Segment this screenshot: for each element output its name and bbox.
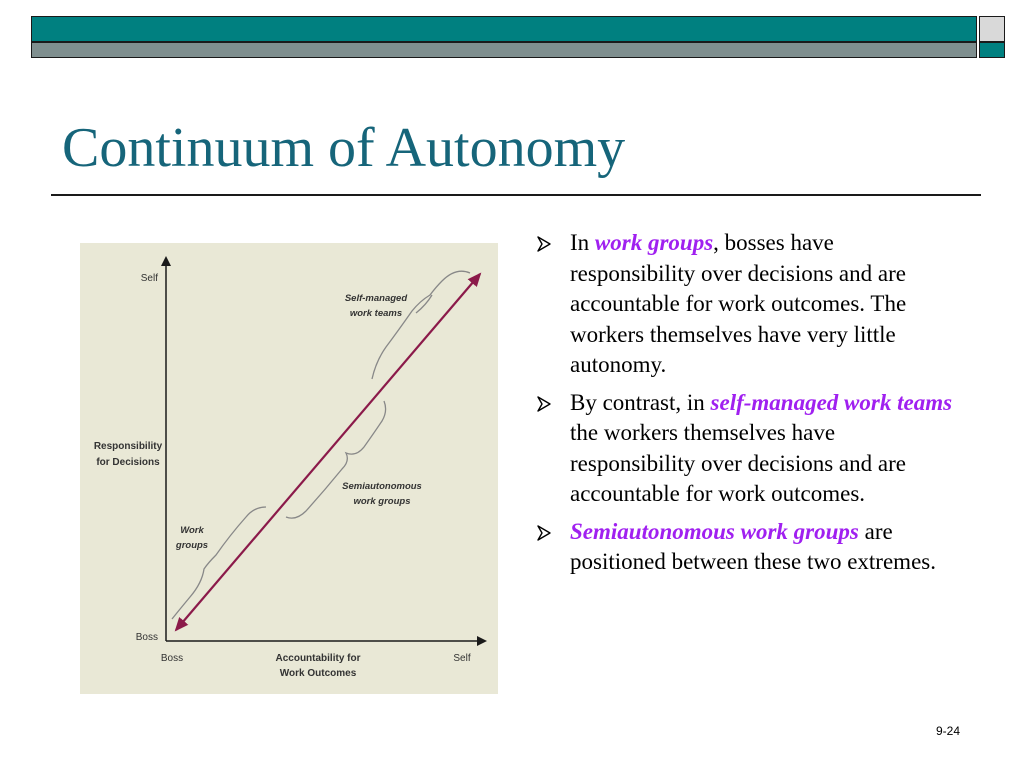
bracket-self-managed <box>372 271 470 379</box>
label-work-groups-line2: groups <box>175 540 209 551</box>
y-axis-title-line1: Responsibility <box>93 441 163 452</box>
header-band-main <box>31 16 977 42</box>
autonomy-continuum-arrow <box>176 274 480 630</box>
page-number: 9-24 <box>936 724 961 738</box>
bullet-list <box>536 228 956 585</box>
label-semiautonomous-line2: work groups <box>353 496 411 507</box>
bullet-emphasis: self-managed work teams <box>710 389 953 415</box>
header-square-bottom <box>979 42 1005 58</box>
bullet-item <box>536 228 956 381</box>
bullet-item <box>536 517 956 578</box>
bracket-work-groups <box>172 507 266 619</box>
diagram-canvas <box>80 243 498 694</box>
label-self-managed-line1: Self-managed <box>344 293 408 304</box>
bullet-text-post: , bosses have responsibility over decisions and are accountable for work outcomes. The workers themselves have very little autonomy. <box>570 230 907 377</box>
autonomy-diagram <box>80 243 498 694</box>
x-axis-left-label: Boss <box>160 653 184 664</box>
bullet-item <box>536 388 956 510</box>
x-axis-title-line2: Work Outcomes <box>279 668 357 679</box>
bullet-emphasis: work groups <box>594 230 714 255</box>
arrow-bullet-icon <box>536 236 552 252</box>
title-divider <box>51 194 981 196</box>
bullet-text-post: are positioned between these two extremes. <box>570 518 936 574</box>
label-self-managed-line2: work teams <box>349 308 403 319</box>
x-axis-title-line1: Accountability for <box>275 653 361 664</box>
bullet-text-pre: In <box>570 230 595 255</box>
arrow-bullet-icon <box>536 525 552 541</box>
header-square-top <box>979 16 1005 42</box>
label-work-groups-line1: Work <box>180 525 204 536</box>
y-axis-bottom-label: Boss <box>135 632 158 643</box>
header-band <box>0 0 1024 62</box>
bullet-text-pre: By contrast, in <box>570 389 711 415</box>
bullet-text-post: the workers themselves have responsibility over decisions and are accountable for work outcomes. <box>570 420 906 506</box>
bullet-emphasis: Semiautonomous work groups <box>570 518 859 544</box>
slide-title: Continuum of Autonomy <box>62 117 626 179</box>
y-axis-top-label: Self <box>140 273 158 284</box>
x-axis-right-label: Self <box>453 653 471 664</box>
header-band-sub <box>31 42 977 58</box>
y-axis-title-line2: for Decisions <box>96 457 160 468</box>
label-semiautonomous-line1: Semiautonomous <box>342 481 422 492</box>
arrow-bullet-icon <box>536 396 552 412</box>
